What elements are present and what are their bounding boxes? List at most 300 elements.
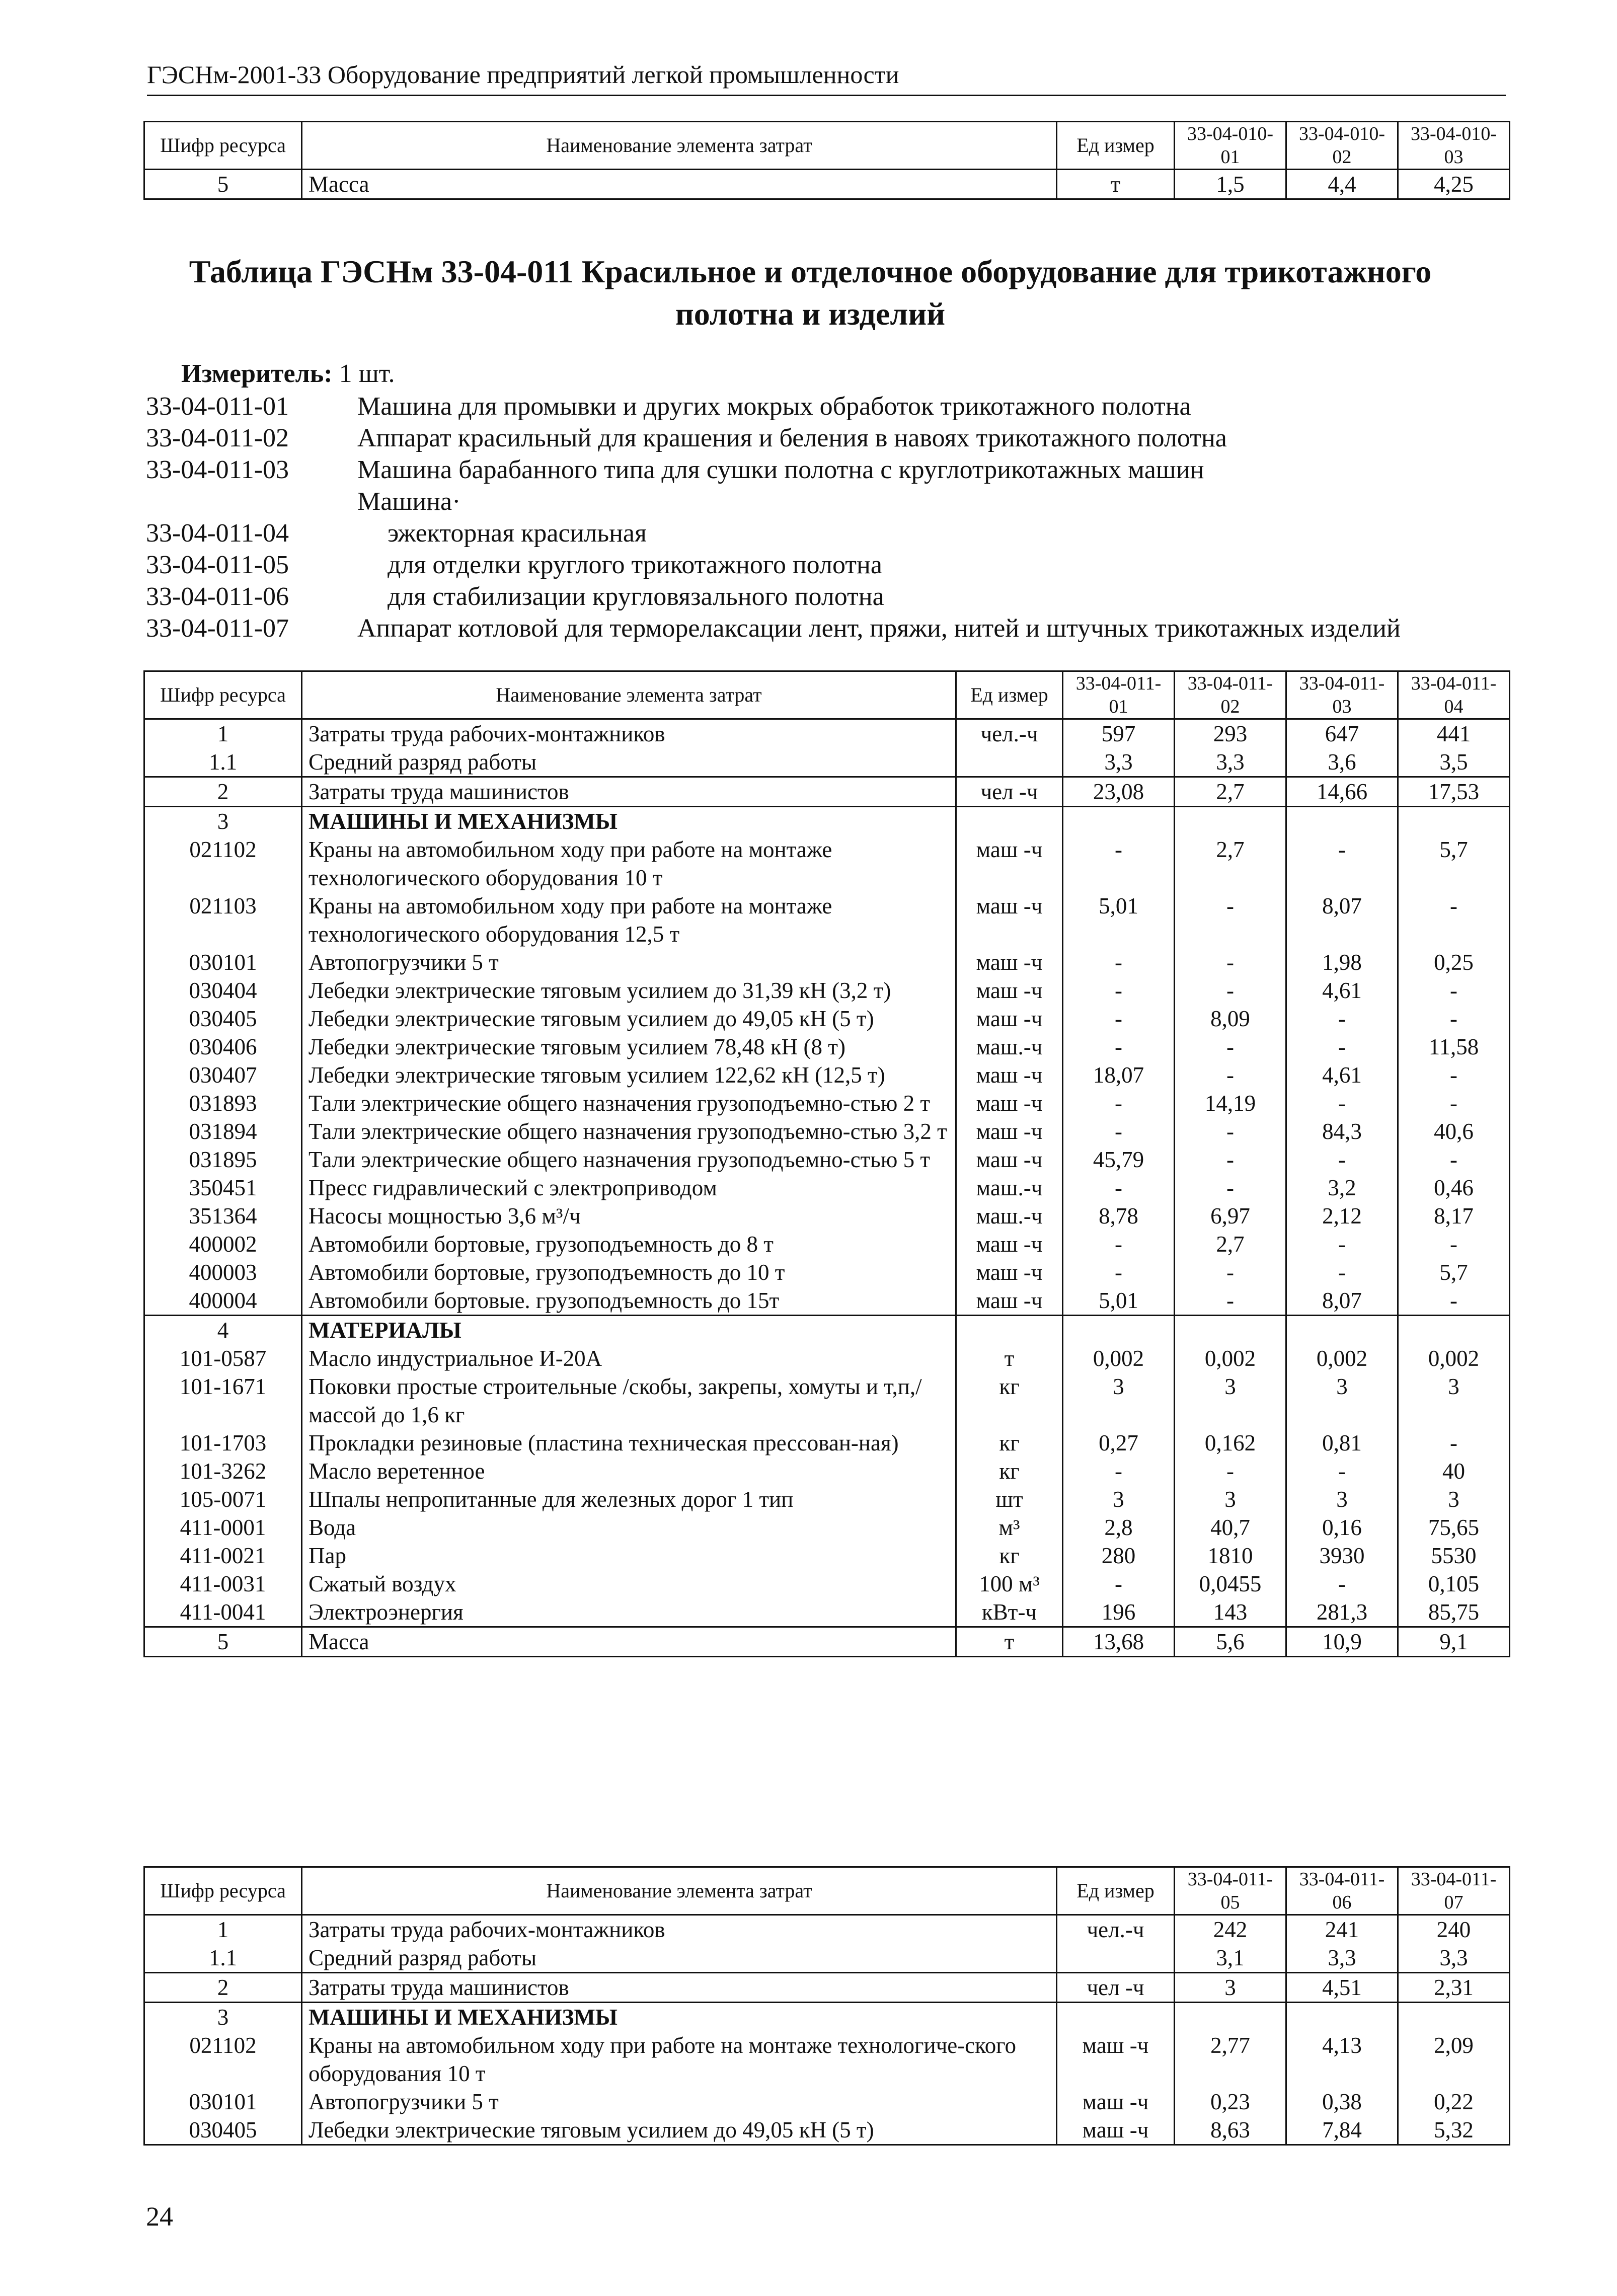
cell-value: - — [1286, 1570, 1398, 1598]
table-header-row — [144, 122, 1510, 170]
cell-unit: маш -ч — [956, 1230, 1063, 1258]
cell-value: - — [1286, 1033, 1398, 1061]
cell-value: - — [1175, 1174, 1286, 1202]
cell-code: 1.1 — [144, 748, 302, 777]
cell-value — [1175, 2003, 1286, 2032]
list-item — [146, 486, 1505, 517]
cell-name: Прокладки резиновые (пластина техническая прессован-ная) — [302, 1429, 956, 1457]
table-row — [144, 1598, 1510, 1627]
cell-value: 441 — [1398, 719, 1510, 748]
cell-unit — [956, 748, 1063, 777]
item-text: Машина· — [357, 487, 461, 516]
table-second — [143, 1866, 1510, 2146]
table-title-line-1: Таблица ГЭСНм 33-04-011 Красильное и отделочное оборудование для трикотажного — [189, 254, 1432, 289]
measurement-unit — [181, 358, 395, 390]
cell-value: - — [1175, 1457, 1286, 1485]
cell-value: - — [1398, 1230, 1510, 1258]
cell-code: 2 — [144, 777, 302, 807]
header-code: Шифр ресурса — [144, 671, 302, 719]
item-text: Машина для промывки и других мокрых обработок трикотажного полотна — [357, 392, 1191, 421]
cell-value: 13,68 — [1063, 1627, 1175, 1657]
cell-value: 597 — [1063, 719, 1175, 748]
cell-code: 030405 — [144, 1005, 302, 1033]
cell-value: 3,1 — [1175, 1944, 1286, 1973]
measurement-unit-value: 1 шт. — [339, 359, 395, 388]
cell-value: 2,09 — [1398, 2031, 1510, 2088]
cell-value: 241 — [1286, 1915, 1398, 1944]
table-row — [144, 976, 1510, 1005]
cell-name: Вода — [302, 1513, 956, 1542]
cell-value: 5,01 — [1063, 892, 1175, 948]
table-row — [144, 1145, 1510, 1174]
cell-unit: маш -ч — [956, 1258, 1063, 1286]
cell-code: 411-0031 — [144, 1570, 302, 1598]
cell-unit: шт — [956, 1485, 1063, 1513]
cell-unit: маш -ч — [956, 1005, 1063, 1033]
cell-value: 4,51 — [1286, 1973, 1398, 2003]
cell-value: - — [1286, 1005, 1398, 1033]
table-row — [144, 1513, 1510, 1542]
table-row — [144, 1286, 1510, 1316]
table-row — [144, 1117, 1510, 1145]
header-unit: Ед измер — [956, 671, 1063, 719]
table-row — [144, 2088, 1510, 2116]
cell-value: 0,38 — [1286, 2088, 1398, 2116]
cell-value: - — [1175, 976, 1286, 1005]
cell-value: 0,27 — [1063, 1429, 1175, 1457]
cell-name: Автомобили бортовые. грузоподъемность до 15т — [302, 1286, 956, 1316]
cell-unit: маш -ч — [1057, 2088, 1175, 2116]
item-text: для стабилизации кругловязального полотна — [388, 582, 884, 611]
item-text: Машина барабанного типа для сушки полотна с круглотрикотажных машин — [357, 455, 1204, 484]
cell-value: - — [1063, 1457, 1175, 1485]
cell-value: 18,07 — [1063, 1061, 1175, 1089]
cell-value: 8,78 — [1063, 1202, 1175, 1230]
cell-value: - — [1063, 1117, 1175, 1145]
cell-value: 3,3 — [1063, 748, 1175, 777]
cell-value — [1175, 1316, 1286, 1345]
cell-value: - — [1063, 948, 1175, 976]
cell-code: 105-0071 — [144, 1485, 302, 1513]
cell-value — [1063, 1316, 1175, 1345]
table-row — [144, 2116, 1510, 2145]
table-row — [144, 1174, 1510, 1202]
cell-value: 8,07 — [1286, 892, 1398, 948]
cell-value: - — [1063, 1033, 1175, 1061]
cell-value: 0,002 — [1286, 1344, 1398, 1372]
cell-value — [1398, 807, 1510, 836]
cell-value — [1398, 1316, 1510, 1345]
cell-value: 0,46 — [1398, 1174, 1510, 1202]
cell-value: 3 — [1175, 1973, 1286, 2003]
cell-value: 9,1 — [1398, 1627, 1510, 1657]
cell-name: Пресс гидравлический с электроприводом — [302, 1174, 956, 1202]
cell-value: 4,25 — [1398, 170, 1510, 199]
cell-code: 031893 — [144, 1089, 302, 1117]
cell-value: 40,6 — [1398, 1117, 1510, 1145]
cell-code: 030405 — [144, 2116, 302, 2145]
cell-value — [1063, 807, 1175, 836]
cell-value: 5530 — [1398, 1542, 1510, 1570]
cell-value: - — [1175, 1033, 1286, 1061]
cell-unit: маш -ч — [956, 1117, 1063, 1145]
header-name: Наименование элемента затрат — [302, 122, 1057, 170]
cell-unit: маш -ч — [1057, 2116, 1175, 2145]
cell-value: - — [1175, 948, 1286, 976]
table-main — [143, 670, 1510, 1657]
cell-value: 0,16 — [1286, 1513, 1398, 1542]
table-header-row — [144, 671, 1510, 719]
list-item — [146, 422, 1505, 454]
item-list — [146, 391, 1505, 644]
cell-code: 021102 — [144, 2031, 302, 2088]
cell-value: - — [1063, 1005, 1175, 1033]
cell-name: Насосы мощностью 3,6 м³/ч — [302, 1202, 956, 1230]
cell-value: 0,0455 — [1175, 1570, 1286, 1598]
cell-name: Шпалы непропитанные для железных дорог 1 тип — [302, 1485, 956, 1513]
list-item — [146, 391, 1505, 422]
cell-code: 021102 — [144, 835, 302, 892]
item-code: 33-04-011-02 — [146, 424, 289, 452]
cell-value: 2,12 — [1286, 1202, 1398, 1230]
cell-value: 11,58 — [1398, 1033, 1510, 1061]
cell-value: 3,3 — [1175, 748, 1286, 777]
cell-value: 4,13 — [1286, 2031, 1398, 2088]
table-row — [144, 1344, 1510, 1372]
table-row — [144, 1973, 1510, 2003]
cell-unit: маш.-ч — [956, 1174, 1063, 1202]
cell-unit: 100 м³ — [956, 1570, 1063, 1598]
cell-value: - — [1398, 976, 1510, 1005]
cell-unit: маш -ч — [956, 948, 1063, 976]
cell-unit: чел -ч — [956, 777, 1063, 807]
cell-code: 1 — [144, 719, 302, 748]
cell-value: 1,5 — [1175, 170, 1286, 199]
cell-value: - — [1398, 892, 1510, 948]
cell-value: 3,5 — [1398, 748, 1510, 777]
table-row — [144, 1542, 1510, 1570]
cell-name: Автомобили бортовые, грузоподъемность до 10 т — [302, 1258, 956, 1286]
cell-value: - — [1286, 1230, 1398, 1258]
header-col-3: 33-04-011-03 — [1286, 671, 1398, 719]
header-code: Шифр ресурса — [144, 122, 302, 170]
cell-value: 3 — [1063, 1372, 1175, 1429]
cell-value — [1286, 2003, 1398, 2032]
table-row — [144, 1061, 1510, 1089]
cell-unit: чел -ч — [1057, 1973, 1175, 2003]
header-name: Наименование элемента затрат — [302, 671, 956, 719]
cell-value: 0,81 — [1286, 1429, 1398, 1457]
cell-code: 411-0001 — [144, 1513, 302, 1542]
table-row — [144, 777, 1510, 807]
list-item — [146, 581, 1505, 613]
cell-value: - — [1063, 835, 1175, 892]
cell-value: - — [1398, 1429, 1510, 1457]
cell-value: 40 — [1398, 1457, 1510, 1485]
table-row — [144, 807, 1510, 836]
cell-name: Тали электрические общего назначения грузоподъемно-стью 2 т — [302, 1089, 956, 1117]
cell-value: 8,63 — [1175, 2116, 1286, 2145]
table-title — [141, 251, 1480, 335]
cell-unit — [1057, 2003, 1175, 2032]
cell-name: Электроэнергия — [302, 1598, 956, 1627]
cell-value: 5,7 — [1398, 1258, 1510, 1286]
cell-value — [1286, 1316, 1398, 1345]
header-col-2: 33-04-011-06 — [1286, 1867, 1398, 1915]
item-code: 33-04-011-05 — [146, 551, 289, 579]
cell-unit: чел.-ч — [956, 719, 1063, 748]
item-code: 33-04-011-04 — [146, 519, 289, 548]
cell-value: 23,08 — [1063, 777, 1175, 807]
item-code: 33-04-011-06 — [146, 582, 289, 611]
table-row — [144, 1033, 1510, 1061]
table-row — [144, 2031, 1510, 2088]
cell-unit: т — [956, 1344, 1063, 1372]
cell-value: - — [1175, 1258, 1286, 1286]
list-item — [146, 517, 1505, 549]
cell-value: 8,09 — [1175, 1005, 1286, 1033]
cell-unit — [956, 807, 1063, 836]
cell-unit: маш -ч — [956, 1145, 1063, 1174]
cell-name: Масса — [302, 170, 1057, 199]
cell-unit — [956, 1316, 1063, 1345]
item-text: для отделки круглого трикотажного полотна — [388, 551, 882, 579]
cell-value: 5,7 — [1398, 835, 1510, 892]
cell-value: 196 — [1063, 1598, 1175, 1627]
cell-unit: маш -ч — [956, 835, 1063, 892]
cell-name: Затраты труда машинистов — [302, 1973, 1057, 2003]
item-code: 33-04-011-07 — [146, 614, 289, 643]
cell-value: 0,162 — [1175, 1429, 1286, 1457]
table-row — [144, 1005, 1510, 1033]
cell-value: - — [1175, 1286, 1286, 1316]
cell-unit: чел.-ч — [1057, 1915, 1175, 1944]
list-item — [146, 454, 1505, 486]
cell-unit: кг — [956, 1372, 1063, 1429]
cell-name: МАШИНЫ И МЕХАНИЗМЫ — [302, 2003, 1057, 2032]
header-name: Наименование элемента затрат — [302, 1867, 1057, 1915]
cell-code: 411-0041 — [144, 1598, 302, 1627]
header-unit: Ед измер — [1057, 122, 1175, 170]
cell-unit: кг — [956, 1542, 1063, 1570]
cell-code: 400003 — [144, 1258, 302, 1286]
cell-value: 85,75 — [1398, 1598, 1510, 1627]
cell-code: 351364 — [144, 1202, 302, 1230]
cell-name: Лебедки электрические тяговым усилием 78,48 кН (8 т) — [302, 1033, 956, 1061]
table-row — [144, 170, 1510, 199]
cell-name: Средний разряд работы — [302, 748, 956, 777]
header-col-2: 33-04-010-02 — [1286, 122, 1398, 170]
cell-value: - — [1063, 1174, 1175, 1202]
item-text: Аппарат котловой для терморелаксации лент, пряжи, нитей и штучных трикотажных изделий — [357, 614, 1401, 643]
cell-unit: маш.-ч — [956, 1033, 1063, 1061]
cell-value: 0,25 — [1398, 948, 1510, 976]
cell-unit: м³ — [956, 1513, 1063, 1542]
cell-value: 3 — [1286, 1485, 1398, 1513]
header-code: Шифр ресурса — [144, 1867, 302, 1915]
cell-value: 3930 — [1286, 1542, 1398, 1570]
cell-value: - — [1063, 1089, 1175, 1117]
cell-code: 031894 — [144, 1117, 302, 1145]
cell-value: 14,66 — [1286, 777, 1398, 807]
table-row — [144, 2003, 1510, 2032]
cell-value: 2,7 — [1175, 1230, 1286, 1258]
cell-value: 5,32 — [1398, 2116, 1510, 2145]
header-col-3: 33-04-010-03 — [1398, 122, 1510, 170]
cell-unit — [1057, 1944, 1175, 1973]
cell-value: 3 — [1398, 1372, 1510, 1429]
cell-name: Затраты труда рабочих-монтажников — [302, 1915, 1057, 1944]
cell-code: 101-1703 — [144, 1429, 302, 1457]
cell-value: - — [1063, 1258, 1175, 1286]
cell-value: - — [1175, 1117, 1286, 1145]
cell-value: 0,105 — [1398, 1570, 1510, 1598]
header-col-3: 33-04-011-07 — [1398, 1867, 1510, 1915]
cell-value: - — [1286, 1089, 1398, 1117]
table-row — [144, 1202, 1510, 1230]
cell-code: 3 — [144, 2003, 302, 2032]
cell-value: - — [1175, 1145, 1286, 1174]
cell-value: 3,6 — [1286, 748, 1398, 777]
cell-name: Лебедки электрические тяговым усилием 122,62 кН (12,5 т) — [302, 1061, 956, 1089]
cell-name: Поковки простые строительные /скобы, закрепы, хомуты и т,п,/ массой до 1,6 кг — [302, 1372, 956, 1429]
cell-value: 4,4 — [1286, 170, 1398, 199]
cell-value: 7,84 — [1286, 2116, 1398, 2145]
table-row — [144, 1485, 1510, 1513]
item-text: эжекторная красильная — [388, 519, 647, 548]
table-row — [144, 1258, 1510, 1286]
cell-value: 3 — [1398, 1485, 1510, 1513]
cell-value: 280 — [1063, 1542, 1175, 1570]
header-unit: Ед измер — [1057, 1867, 1175, 1915]
cell-value: - — [1398, 1145, 1510, 1174]
cell-name: Тали электрические общего назначения грузоподъемно-стью 5 т — [302, 1145, 956, 1174]
cell-unit: маш -ч — [956, 1089, 1063, 1117]
cell-value: 2,77 — [1175, 2031, 1286, 2088]
header-col-1: 33-04-011-01 — [1063, 671, 1175, 719]
list-item — [146, 613, 1505, 644]
cell-value: 0,22 — [1398, 2088, 1510, 2116]
item-code: 33-04-011-03 — [146, 455, 289, 484]
table-row — [144, 1372, 1510, 1429]
list-item — [146, 549, 1505, 581]
cell-code: 031895 — [144, 1145, 302, 1174]
cell-value: 3,2 — [1286, 1174, 1398, 1202]
table-row — [144, 1627, 1510, 1657]
cell-value: 3 — [1063, 1485, 1175, 1513]
cell-name: Краны на автомобильном ходу при работе на монтаже технологиче-ского оборудования 10 т — [302, 2031, 1057, 2088]
cell-value: 240 — [1398, 1915, 1510, 1944]
cell-code: 400002 — [144, 1230, 302, 1258]
header-col-2: 33-04-011-02 — [1175, 671, 1286, 719]
cell-value: 8,17 — [1398, 1202, 1510, 1230]
cell-value: 1810 — [1175, 1542, 1286, 1570]
cell-unit: кг — [956, 1429, 1063, 1457]
table-row — [144, 1089, 1510, 1117]
cell-value: 0,002 — [1398, 1344, 1510, 1372]
cell-value: - — [1063, 1570, 1175, 1598]
cell-value: 647 — [1286, 719, 1398, 748]
cell-code: 411-0021 — [144, 1542, 302, 1570]
cell-value: - — [1286, 1145, 1398, 1174]
table-title-line-2: полотна и изделий — [675, 296, 946, 332]
cell-unit: маш -ч — [956, 1286, 1063, 1316]
cell-name: Автомобили бортовые, грузоподъемность до 8 т — [302, 1230, 956, 1258]
cell-value: 3 — [1286, 1372, 1398, 1429]
cell-code: 030101 — [144, 2088, 302, 2116]
cell-name: Затраты труда машинистов — [302, 777, 956, 807]
cell-code: 101-1671 — [144, 1372, 302, 1429]
cell-value: 2,7 — [1175, 777, 1286, 807]
cell-value: 5,6 — [1175, 1627, 1286, 1657]
table-row — [144, 1457, 1510, 1485]
cell-unit: маш -ч — [1057, 2031, 1175, 2088]
cell-unit: маш -ч — [956, 1061, 1063, 1089]
item-code — [146, 486, 357, 517]
cell-name: Краны на автомобильном ходу при работе на монтаже технологического оборудования 10 т — [302, 835, 956, 892]
table-header-row — [144, 1867, 1510, 1915]
cell-value: 8,07 — [1286, 1286, 1398, 1316]
table-row — [144, 892, 1510, 948]
cell-value: - — [1398, 1061, 1510, 1089]
cell-value: 2,7 — [1175, 835, 1286, 892]
cell-value — [1175, 807, 1286, 836]
cell-code: 030407 — [144, 1061, 302, 1089]
cell-value: 3 — [1175, 1485, 1286, 1513]
cell-value: - — [1175, 1061, 1286, 1089]
cell-value: 4,61 — [1286, 1061, 1398, 1089]
cell-name: Автопогрузчики 5 т — [302, 2088, 1057, 2116]
cell-value: 14,19 — [1175, 1089, 1286, 1117]
cell-value: 40,7 — [1175, 1513, 1286, 1542]
cell-value: 0,23 — [1175, 2088, 1286, 2116]
table-row — [144, 948, 1510, 976]
cell-value: 3,3 — [1286, 1944, 1398, 1973]
cell-value: 0,002 — [1175, 1344, 1286, 1372]
cell-code: 101-0587 — [144, 1344, 302, 1372]
cell-value: - — [1063, 976, 1175, 1005]
cell-value: - — [1398, 1005, 1510, 1033]
measurement-unit-label: Измеритель: — [181, 359, 333, 388]
page-number: 24 — [146, 2201, 173, 2232]
cell-value: - — [1175, 892, 1286, 948]
cell-unit: кг — [956, 1457, 1063, 1485]
table-row — [144, 1429, 1510, 1457]
table-row — [144, 835, 1510, 892]
table-row — [144, 1570, 1510, 1598]
cell-code: 1.1 — [144, 1944, 302, 1973]
table-row — [144, 748, 1510, 777]
table-row — [144, 719, 1510, 748]
cell-value: - — [1286, 1457, 1398, 1485]
cell-name: Тали электрические общего назначения грузоподъемно-стью 3,2 т — [302, 1117, 956, 1145]
cell-value: 45,79 — [1063, 1145, 1175, 1174]
cell-code: 021103 — [144, 892, 302, 948]
cell-name: Сжатый воздух — [302, 1570, 956, 1598]
cell-value: 3,3 — [1398, 1944, 1510, 1973]
header-col-1: 33-04-011-05 — [1175, 1867, 1286, 1915]
cell-value: - — [1286, 835, 1398, 892]
table-row — [144, 1316, 1510, 1345]
cell-code: 350451 — [144, 1174, 302, 1202]
cell-code: 030101 — [144, 948, 302, 976]
cell-name: МАШИНЫ И МЕХАНИЗМЫ — [302, 807, 956, 836]
cell-value: 293 — [1175, 719, 1286, 748]
cell-name: Автопогрузчики 5 т — [302, 948, 956, 976]
cell-value: - — [1286, 1258, 1398, 1286]
cell-name: Масло веретенное — [302, 1457, 956, 1485]
table-prev-section — [143, 121, 1510, 200]
